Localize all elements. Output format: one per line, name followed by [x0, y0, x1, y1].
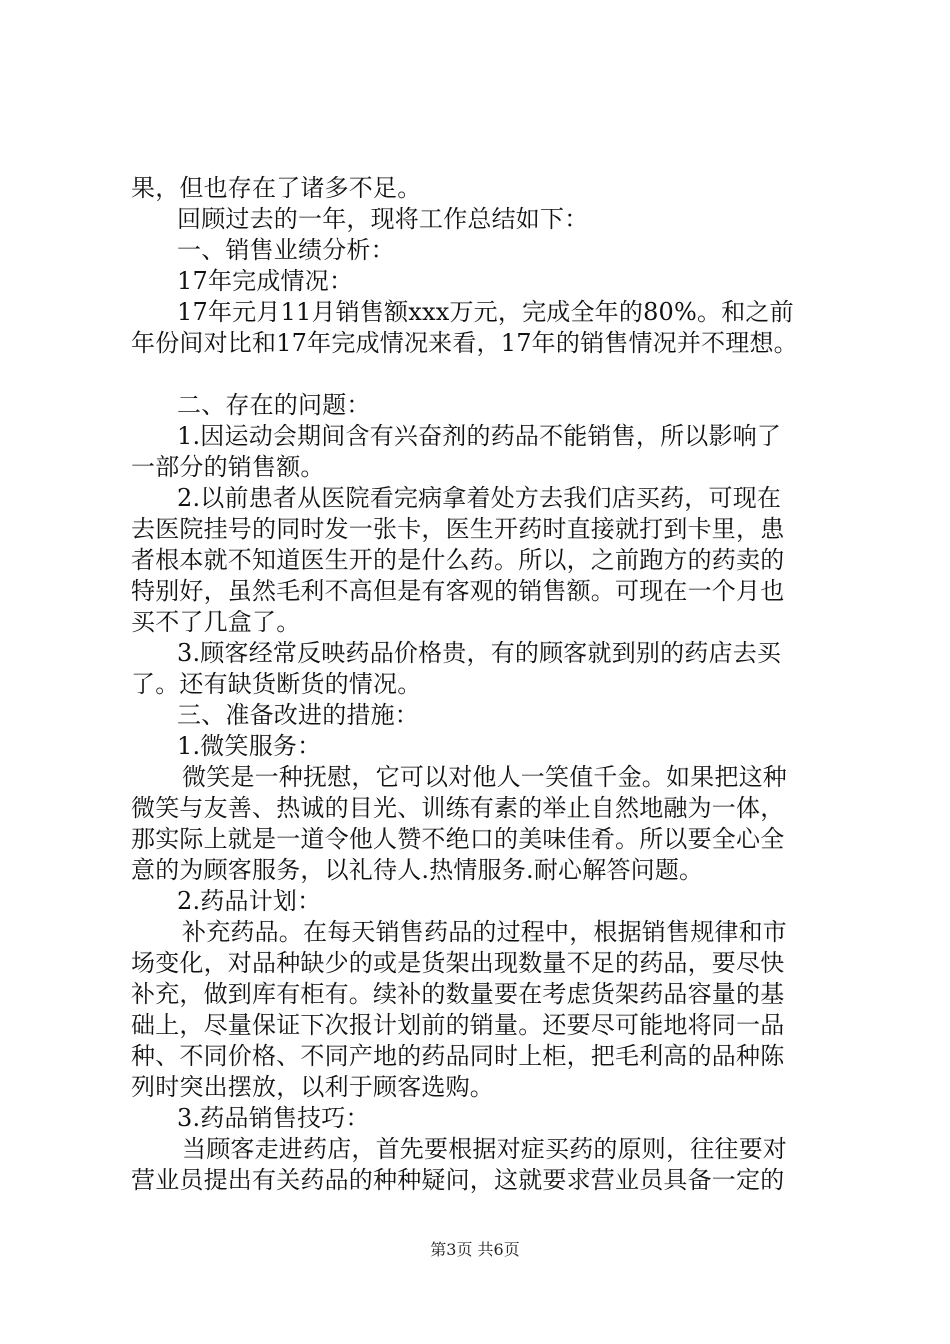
text-line: 果，但也存在了诸多不足。	[131, 174, 422, 202]
section-heading: 一、销售业绩分析：	[177, 236, 395, 264]
text-line: 列时突出摆放，以利于顾客选购。	[131, 1073, 494, 1101]
text-line: 微笑是一种抚慰，它可以对他人一笑值千金。如果把这种	[182, 763, 787, 791]
text-line: 年份间对比和17年完成情况来看，17年的销售情况并不理想。	[131, 329, 798, 357]
text-line: 当顾客走进药店，首先要根据对症买药的原则，往往要对	[182, 1135, 787, 1163]
text-line: 补充，做到库有柜有。续补的数量要在考虑货架药品容量的基	[131, 980, 785, 1008]
text-line: 营业员提出有关药品的种种疑问，这就要求营业员具备一定的	[131, 1166, 785, 1194]
text-line: 去医院挂号的同时发一张卡，医生开药时直接就打到卡里，患	[131, 515, 785, 543]
page-number: 第3页 共6页	[430, 1240, 520, 1259]
text-line: 3.顾客经常反映药品价格贵，有的顾客就到别的药店去买	[177, 639, 782, 667]
text-line: 了。还有缺货断货的情况。	[131, 670, 422, 698]
text-line: 买不了几盒了。	[131, 608, 301, 636]
text-line: 意的为顾客服务，以礼待人.热情服务.耐心解答问题。	[131, 856, 704, 884]
text-line: 17年完成情况：	[177, 267, 354, 295]
blank-line	[131, 359, 829, 390]
text-line: 那实际上就是一道令他人赞不绝口的美味佳肴。所以要全心全	[131, 825, 785, 853]
text-line: 17年元月11月销售额xxx万元，完成全年的80%。和之前	[177, 298, 794, 326]
text-line: 补充药品。在每天销售药品的过程中，根据销售规律和市	[182, 918, 787, 946]
text-line: 一部分的销售额。	[131, 453, 325, 481]
text-line: 种、不同价格、不同产地的药品同时上柜，把毛利高的品种陈	[131, 1042, 785, 1070]
page-footer	[0, 1240, 950, 1260]
document-body	[131, 173, 829, 1196]
section-heading: 三、准备改进的措施：	[177, 701, 419, 729]
subsection-heading: 2.药品计划：	[177, 887, 322, 915]
text-line: 特别好，虽然毛利不高但是有客观的销售额。可现在一个月也	[131, 577, 785, 605]
text-line: 础上，尽量保证下次报计划前的销量。还要尽可能地将同一品	[131, 1011, 785, 1039]
text-line: 者根本就不知道医生开的是什么药。所以，之前跑方的药卖的	[131, 546, 785, 574]
section-heading: 二、存在的问题：	[177, 391, 371, 419]
text-line: 2.以前患者从医院看完病拿着处方去我们店买药，可现在	[177, 484, 782, 512]
text-line: 微笑与友善、热诚的目光、训练有素的举止自然地融为一体，	[131, 794, 785, 822]
text-line: 1.因运动会期间含有兴奋剂的药品不能销售，所以影响了	[177, 422, 782, 450]
text-line: 回顾过去的一年，现将工作总结如下：	[177, 205, 589, 233]
subsection-heading: 1.微笑服务：	[177, 732, 322, 760]
subsection-heading: 3.药品销售技巧：	[177, 1104, 370, 1132]
text-line: 场变化，对品种缺少的或是货架出现数量不足的药品，要尽快	[131, 949, 785, 977]
